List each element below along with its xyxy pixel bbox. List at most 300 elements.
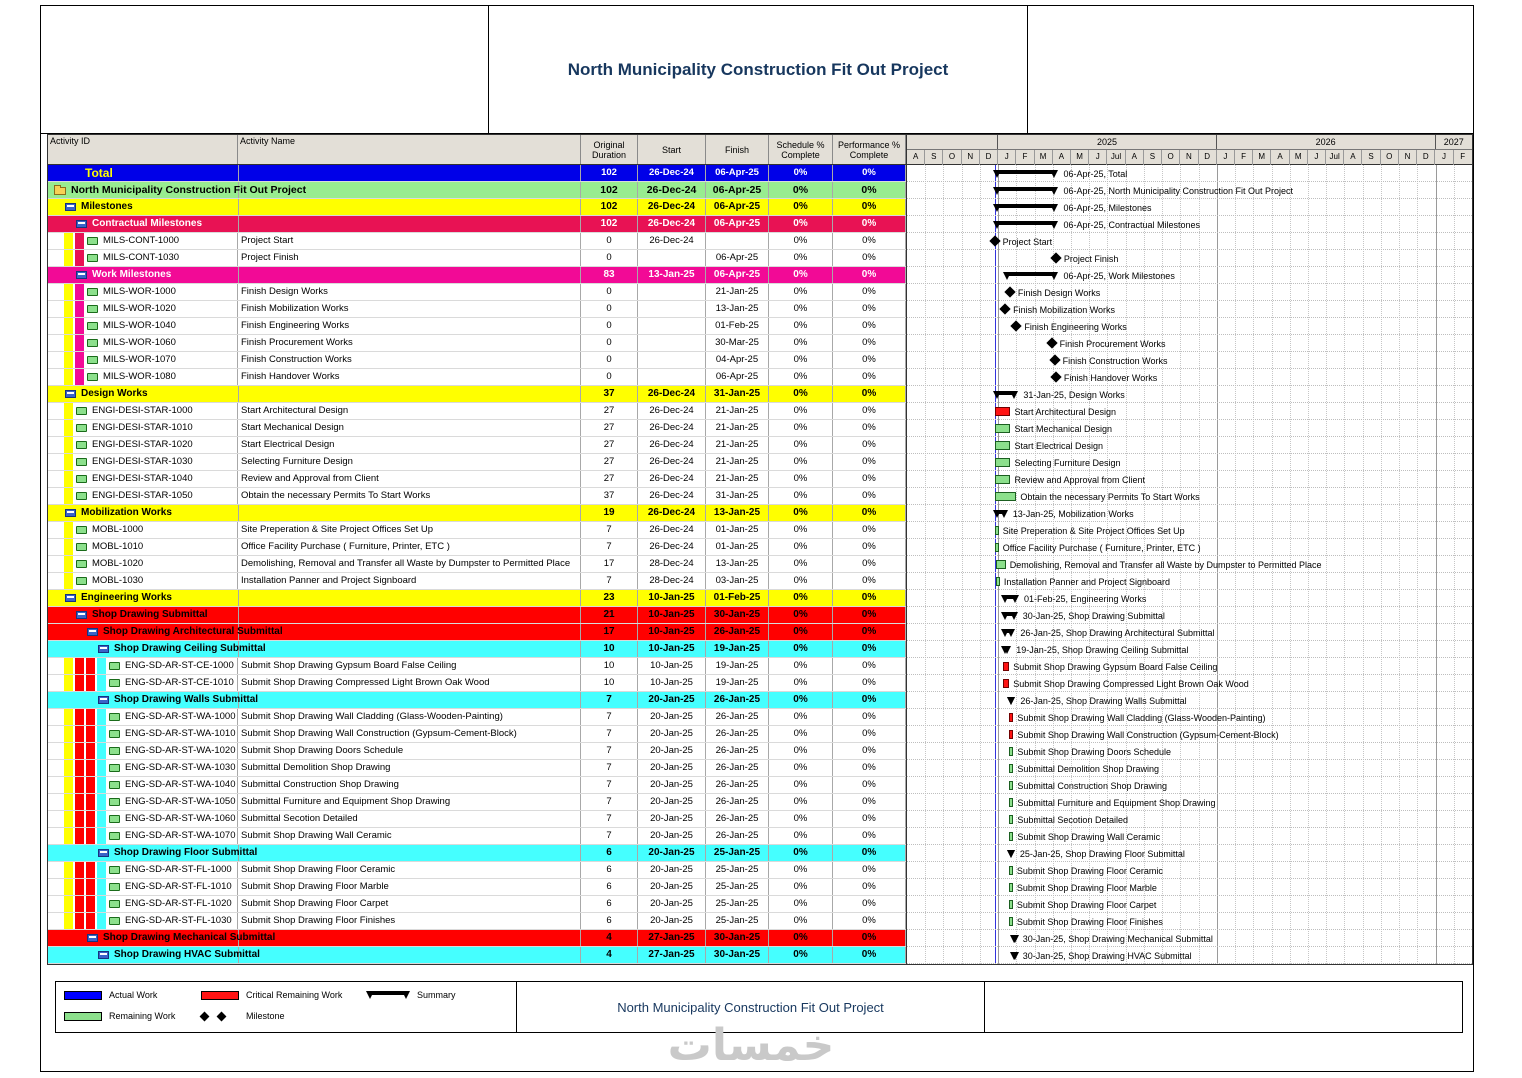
- gantt-row[interactable]: [907, 335, 1472, 352]
- cell-performance-pct: 0%: [833, 760, 906, 776]
- gantt-row[interactable]: [907, 318, 1472, 335]
- table-row-activity[interactable]: [48, 488, 906, 505]
- gantt-summary-bar[interactable]: [1013, 935, 1016, 939]
- cell-activity-name: Submit Shop Drawing Floor Marble: [238, 879, 581, 895]
- cell-performance-pct: 0%: [833, 794, 906, 810]
- month-header-cell: F: [1235, 150, 1253, 165]
- gantt-row[interactable]: [907, 539, 1472, 556]
- month-header-cell: S: [1144, 150, 1162, 165]
- gantt-critical-bar[interactable]: [1009, 713, 1013, 722]
- column-header-performance-pct: Performance % Complete: [833, 135, 906, 164]
- cell-start: 20-Jan-25: [638, 777, 706, 793]
- activity-id-text: MILS-WOR-1070: [103, 354, 176, 365]
- bar-label: Submit Shop Drawing Wall Cladding (Glass-Wooden-Painting): [1017, 713, 1266, 723]
- bar-label: 06-Apr-25, Milestones: [1063, 203, 1152, 213]
- gantt-row[interactable]: [907, 590, 1472, 607]
- cell-activity-name: Submit Shop Drawing Floor Carpet: [238, 896, 581, 912]
- group-name-text: North Municipality Construction Fit Out Project: [71, 184, 307, 196]
- cell-start: 26-Dec-24: [638, 233, 706, 249]
- gantt-row[interactable]: [907, 556, 1472, 573]
- table-row-activity[interactable]: [48, 828, 906, 845]
- group-band-strip: [64, 709, 73, 725]
- group-name-text: Shop Drawing Walls Submittal: [114, 694, 259, 705]
- group-band-strip: [86, 743, 95, 759]
- table-row-activity[interactable]: [48, 318, 906, 335]
- activity-id-text: MILS-CONT-1000: [103, 235, 180, 246]
- activity-table: [47, 134, 906, 965]
- gantt-critical-bar[interactable]: [1003, 662, 1009, 671]
- cell-schedule-pct: 0%: [769, 267, 833, 283]
- gantt-row[interactable]: [907, 369, 1472, 386]
- cell-performance-pct: 0%: [833, 556, 906, 572]
- cell-schedule-pct: 0%: [769, 726, 833, 742]
- gantt-row[interactable]: [907, 743, 1472, 760]
- gantt-row[interactable]: [907, 386, 1472, 403]
- gantt-row[interactable]: [907, 828, 1472, 845]
- cell-activity-id: [48, 539, 238, 555]
- cell-finish: 30-Jan-25: [706, 607, 769, 623]
- cell-activity-id: [48, 811, 238, 827]
- cell-duration: 7: [581, 709, 638, 725]
- month-header-cell: F: [1016, 150, 1034, 165]
- month-header-cell: O: [943, 150, 961, 165]
- activity-id-text: MILS-WOR-1060: [103, 337, 176, 348]
- gantt-task-bar[interactable]: [1009, 815, 1013, 824]
- group-band-strip: [86, 777, 95, 793]
- gantt-task-bar[interactable]: [995, 458, 1011, 467]
- cell-duration: 6: [581, 913, 638, 929]
- gantt-task-bar[interactable]: [996, 560, 1006, 569]
- month-header-cell: J: [998, 150, 1016, 165]
- table-row-activity[interactable]: [48, 811, 906, 828]
- month-header-cell: A: [1271, 150, 1289, 165]
- cell-finish: 30-Jan-25: [706, 930, 769, 946]
- table-row-band[interactable]: [48, 199, 906, 216]
- gantt-row[interactable]: [907, 862, 1472, 879]
- month-header-cell: O: [1162, 150, 1180, 165]
- gantt-row[interactable]: [907, 675, 1472, 692]
- cell-duration: 0: [581, 284, 638, 300]
- gantt-row[interactable]: [907, 199, 1472, 216]
- gantt-summary-bar[interactable]: [1009, 850, 1013, 854]
- table-row-activity[interactable]: [48, 709, 906, 726]
- table-row-activity[interactable]: [48, 369, 906, 386]
- month-header-cell: N: [962, 150, 980, 165]
- cell-duration: 7: [581, 760, 638, 776]
- group-band-strip: [75, 726, 84, 742]
- cell-performance-pct: 0%: [833, 386, 906, 402]
- gantt-row[interactable]: [907, 284, 1472, 301]
- cell-activity-id: [48, 318, 238, 334]
- table-row-activity[interactable]: [48, 726, 906, 743]
- activity-id-text: MOBL-1030: [92, 575, 144, 586]
- cell-activity-id: [48, 471, 238, 487]
- gantt-critical-bar[interactable]: [995, 407, 1011, 416]
- table-row-band[interactable]: [48, 607, 906, 624]
- cell-activity-name: Office Facility Purchase ( Furniture, Printer, ETC ): [238, 539, 581, 555]
- table-row-activity[interactable]: [48, 454, 906, 471]
- cell-activity-name: Selecting Furniture Design: [238, 454, 581, 470]
- cell-schedule-pct: 0%: [769, 930, 833, 946]
- cell-duration: 0: [581, 250, 638, 266]
- table-row-band[interactable]: [48, 624, 906, 641]
- table-row-band[interactable]: [48, 505, 906, 522]
- table-row-band[interactable]: [48, 845, 906, 862]
- cell-finish: 21-Jan-25: [706, 420, 769, 436]
- timeline-months-row: [907, 150, 1472, 165]
- cell-activity-name: Submit Shop Drawing Floor Ceramic: [238, 862, 581, 878]
- table-row-activity[interactable]: [48, 233, 906, 250]
- table-row-band[interactable]: [48, 692, 906, 709]
- cell-performance-pct: 0%: [833, 607, 906, 623]
- group-band-strip: [97, 913, 106, 929]
- table-row-activity[interactable]: [48, 896, 906, 913]
- group-band-strip: [97, 726, 106, 742]
- activity-id-text: ENGI-DESI-STAR-1000: [92, 405, 193, 416]
- cell-finish: [706, 233, 769, 249]
- month-header-cell: Jul: [1326, 150, 1344, 165]
- gantt-row[interactable]: [907, 250, 1472, 267]
- gantt-summary-bar[interactable]: [995, 187, 1057, 191]
- gantt-row[interactable]: [907, 845, 1472, 862]
- gantt-task-bar[interactable]: [995, 492, 1017, 501]
- table-row-activity[interactable]: [48, 556, 906, 573]
- group-band-strip: [97, 709, 106, 725]
- month-header-cell: N: [1399, 150, 1417, 165]
- table-row-band[interactable]: [48, 641, 906, 658]
- bar-label: Finish Engineering Works: [1024, 322, 1127, 332]
- table-row-activity[interactable]: [48, 403, 906, 420]
- wbs-icon: [98, 849, 109, 857]
- month-header-cell: D: [980, 150, 998, 165]
- gantt-summary-bar[interactable]: [1003, 612, 1015, 616]
- cell-performance-pct: 0%: [833, 862, 906, 878]
- cell-finish: 01-Jan-25: [706, 522, 769, 538]
- bar-label: Finish Construction Works: [1062, 356, 1168, 366]
- group-band-strip: [97, 828, 106, 844]
- cell-activity-name: Submit Shop Drawing Compressed Light Brown Oak Wood: [238, 675, 581, 691]
- gantt-milestone[interactable]: [1050, 252, 1061, 263]
- gantt-summary-bar[interactable]: [1005, 272, 1056, 276]
- cell-performance-pct: 0%: [833, 420, 906, 436]
- gantt-row[interactable]: [907, 182, 1472, 199]
- gantt-row[interactable]: [907, 301, 1472, 318]
- gantt-summary-bar[interactable]: [1003, 629, 1013, 633]
- group-band-strip: [97, 777, 106, 793]
- gantt-row[interactable]: [907, 913, 1472, 930]
- cell-performance-pct: 0%: [833, 573, 906, 589]
- gantt-task-bar[interactable]: [1009, 747, 1013, 756]
- gantt-task-bar[interactable]: [1009, 832, 1013, 841]
- group-band-strip: [64, 420, 73, 436]
- cell-finish: 25-Jan-25: [706, 879, 769, 895]
- cell-schedule-pct: 0%: [769, 165, 833, 181]
- gantt-task-bar[interactable]: [995, 543, 999, 552]
- cell-group-name: [48, 607, 581, 623]
- cell-group-name: [48, 267, 581, 283]
- table-row-band[interactable]: [48, 947, 906, 964]
- activity-id-text: ENG-SD-AR-ST-FL-1000: [125, 864, 232, 875]
- table-row-band[interactable]: [48, 386, 906, 403]
- gantt-row[interactable]: [907, 692, 1472, 709]
- activity-icon: [87, 373, 98, 381]
- group-band-strip: [64, 862, 73, 878]
- bar-label: 19-Jan-25, Shop Drawing Ceiling Submittal: [1016, 645, 1189, 655]
- activity-id-text: ENG-SD-AR-ST-CE-1000: [125, 660, 234, 671]
- gantt-row[interactable]: [907, 522, 1472, 539]
- group-band-strip: [64, 913, 73, 929]
- group-band-strip: [64, 828, 73, 844]
- cell-activity-id: [48, 522, 238, 538]
- gantt-task-bar[interactable]: [1009, 900, 1013, 909]
- table-row-activity[interactable]: [48, 471, 906, 488]
- gantt-summary-bar[interactable]: [995, 391, 1017, 395]
- gantt-row[interactable]: [907, 437, 1472, 454]
- gantt-row[interactable]: [907, 165, 1472, 182]
- gantt-milestone[interactable]: [1004, 286, 1015, 297]
- gantt-milestone[interactable]: [1011, 320, 1022, 331]
- gantt-row[interactable]: [907, 811, 1472, 828]
- gantt-summary-bar[interactable]: [995, 510, 1006, 514]
- group-band-strip: [75, 284, 84, 300]
- table-row-activity[interactable]: [48, 862, 906, 879]
- gantt-milestone[interactable]: [1050, 371, 1061, 382]
- activity-id-text: MILS-WOR-1000: [103, 286, 176, 297]
- table-row-activity[interactable]: [48, 420, 906, 437]
- gantt-summary-bar[interactable]: [1009, 697, 1013, 701]
- cell-duration: 27: [581, 420, 638, 436]
- table-row-activity[interactable]: [48, 352, 906, 369]
- gantt-row[interactable]: [907, 726, 1472, 743]
- table-row-activity[interactable]: [48, 522, 906, 539]
- gantt-row[interactable]: [907, 352, 1472, 369]
- gantt-row[interactable]: [907, 947, 1472, 964]
- cell-activity-id: [48, 777, 238, 793]
- gantt-task-bar[interactable]: [995, 441, 1011, 450]
- table-row-band[interactable]: [48, 590, 906, 607]
- cell-start: 10-Jan-25: [638, 675, 706, 691]
- gantt-summary-bar[interactable]: [1013, 952, 1016, 956]
- group-band-strip: [97, 896, 106, 912]
- bar-label: Office Facility Purchase ( Furniture, Printer, ETC ): [1002, 543, 1201, 553]
- activity-icon: [87, 356, 98, 364]
- gantt-milestone[interactable]: [1049, 354, 1060, 365]
- table-row-total[interactable]: [48, 165, 906, 182]
- month-header-cell: O: [1381, 150, 1399, 165]
- cell-start: 13-Jan-25: [638, 267, 706, 283]
- table-row-activity[interactable]: [48, 573, 906, 590]
- gantt-row[interactable]: [907, 488, 1472, 505]
- cell-start: 20-Jan-25: [638, 879, 706, 895]
- gantt-summary-bar[interactable]: [995, 170, 1057, 174]
- cell-finish: 25-Jan-25: [706, 862, 769, 878]
- activity-icon: [109, 866, 120, 874]
- gantt-task-bar[interactable]: [1009, 883, 1013, 892]
- gantt-summary-bar[interactable]: [1003, 646, 1009, 650]
- group-band-strip: [86, 896, 95, 912]
- column-header-activity-id: Activity ID: [48, 135, 238, 164]
- gantt-task-bar[interactable]: [995, 526, 999, 535]
- cell-performance-pct: 0%: [833, 471, 906, 487]
- group-band-strip: [75, 675, 84, 691]
- activity-icon: [87, 339, 98, 347]
- activity-icon: [109, 662, 120, 670]
- cell-finish: 26-Jan-25: [706, 624, 769, 640]
- cell-performance-pct: 0%: [833, 692, 906, 708]
- gantt-row[interactable]: [907, 624, 1472, 641]
- gantt-summary-bar[interactable]: [995, 204, 1057, 208]
- table-row-activity[interactable]: [48, 301, 906, 318]
- bar-label: 30-Jan-25, Shop Drawing HVAC Submittal: [1022, 951, 1192, 961]
- gantt-row[interactable]: [907, 709, 1472, 726]
- table-row-band[interactable]: [48, 930, 906, 947]
- activity-id-text: ENG-SD-AR-ST-FL-1030: [125, 915, 232, 926]
- gantt-row[interactable]: [907, 505, 1472, 522]
- gantt-row[interactable]: [907, 267, 1472, 284]
- cell-group-name: [48, 947, 581, 963]
- cell-duration: 6: [581, 896, 638, 912]
- gantt-row[interactable]: [907, 420, 1472, 437]
- gantt-row[interactable]: [907, 879, 1472, 896]
- gantt-row[interactable]: [907, 658, 1472, 675]
- cell-group-name: [48, 624, 581, 640]
- cell-schedule-pct: 0%: [769, 284, 833, 300]
- gantt-task-bar[interactable]: [1009, 798, 1013, 807]
- group-band-strip: [64, 556, 73, 572]
- gantt-task-bar[interactable]: [996, 577, 1000, 586]
- bar-label: 06-Apr-25, Total: [1063, 169, 1128, 179]
- activity-icon: [109, 900, 120, 908]
- summary-bar-icon: [366, 990, 410, 1000]
- report-page: [40, 5, 1474, 1072]
- gantt-row[interactable]: [907, 233, 1472, 250]
- table-row-band[interactable]: [48, 267, 906, 284]
- gantt-row[interactable]: [907, 607, 1472, 624]
- gantt-row[interactable]: [907, 794, 1472, 811]
- month-header-cell: J: [1217, 150, 1235, 165]
- table-row-activity[interactable]: [48, 284, 906, 301]
- table-row-activity[interactable]: [48, 539, 906, 556]
- table-row-band[interactable]: [48, 216, 906, 233]
- cell-duration: 7: [581, 522, 638, 538]
- table-row-project[interactable]: [48, 182, 906, 199]
- cell-performance-pct: 0%: [833, 624, 906, 640]
- cell-duration: 0: [581, 369, 638, 385]
- table-row-activity[interactable]: [48, 760, 906, 777]
- cell-activity-id: [48, 658, 238, 674]
- gantt-task-bar[interactable]: [1009, 917, 1013, 926]
- cell-duration: 27: [581, 471, 638, 487]
- gantt-task-bar[interactable]: [995, 475, 1011, 484]
- table-row-activity[interactable]: [48, 335, 906, 352]
- cell-activity-name: Submit Shop Drawing Floor Finishes: [238, 913, 581, 929]
- month-header-cell: M: [1253, 150, 1271, 165]
- gantt-milestone[interactable]: [1000, 303, 1011, 314]
- cell-activity-name: Site Preperation & Site Project Offices Set Up: [238, 522, 581, 538]
- gantt-critical-bar[interactable]: [1009, 730, 1013, 739]
- gantt-row[interactable]: [907, 471, 1472, 488]
- bar-label: Installation Panner and Project Signboard: [1003, 577, 1170, 587]
- cell-schedule-pct: 0%: [769, 641, 833, 657]
- gantt-task-bar[interactable]: [1009, 764, 1013, 773]
- table-row-activity[interactable]: [48, 794, 906, 811]
- wbs-icon: [98, 645, 109, 653]
- activity-icon: [109, 798, 120, 806]
- cell-activity-id: [48, 369, 238, 385]
- cell-finish: 26-Jan-25: [706, 726, 769, 742]
- cell-finish: 19-Jan-25: [706, 641, 769, 657]
- gantt-row[interactable]: [907, 641, 1472, 658]
- gantt-row[interactable]: [907, 760, 1472, 777]
- month-header-cell: J: [1435, 150, 1453, 165]
- table-row-activity[interactable]: [48, 913, 906, 930]
- gantt-summary-bar[interactable]: [995, 221, 1057, 225]
- gantt-row[interactable]: [907, 454, 1472, 471]
- cell-schedule-pct: 0%: [769, 913, 833, 929]
- cell-start: 10-Jan-25: [638, 641, 706, 657]
- cell-start: 26-Dec-24: [638, 471, 706, 487]
- gantt-row[interactable]: [907, 896, 1472, 913]
- group-band-strip: [64, 675, 73, 691]
- table-header: [48, 135, 906, 165]
- gantt-task-bar[interactable]: [1009, 866, 1013, 875]
- year-header-cell: 2025: [998, 135, 1217, 149]
- cell-finish: 26-Jan-25: [706, 743, 769, 759]
- cell-finish: 03-Jan-25: [706, 573, 769, 589]
- gantt-task-bar[interactable]: [995, 424, 1011, 433]
- cell-activity-id: [48, 488, 238, 504]
- gantt-milestone[interactable]: [989, 235, 1000, 246]
- group-band-strip: [64, 352, 73, 368]
- gantt-row[interactable]: [907, 573, 1472, 590]
- group-band-strip: [75, 777, 84, 793]
- gantt-summary-bar[interactable]: [1003, 595, 1017, 599]
- gantt-task-bar[interactable]: [1009, 781, 1013, 790]
- activity-icon: [76, 543, 87, 551]
- cell-duration: 10: [581, 641, 638, 657]
- gantt-view: [47, 134, 1473, 965]
- month-header-cell: A: [1126, 150, 1144, 165]
- cell-schedule-pct: 0%: [769, 828, 833, 844]
- table-row-activity[interactable]: [48, 437, 906, 454]
- gantt-row[interactable]: [907, 216, 1472, 233]
- gantt-row[interactable]: [907, 403, 1472, 420]
- cell-start: 26-Dec-24: [638, 420, 706, 436]
- activity-icon: [87, 254, 98, 262]
- group-band-strip: [75, 760, 84, 776]
- table-row-activity[interactable]: [48, 250, 906, 267]
- gantt-row[interactable]: [907, 777, 1472, 794]
- gantt-row[interactable]: [907, 930, 1472, 947]
- cell-finish: 31-Jan-25: [706, 386, 769, 402]
- table-row-activity[interactable]: [48, 675, 906, 692]
- cell-activity-name: Start Mechanical Design: [238, 420, 581, 436]
- table-row-activity[interactable]: [48, 777, 906, 794]
- month-header-cell: J: [1308, 150, 1326, 165]
- gantt-critical-bar[interactable]: [1003, 679, 1009, 688]
- activity-id-text: ENG-SD-AR-ST-WA-1010: [125, 728, 236, 739]
- activity-icon: [109, 747, 120, 755]
- table-row-activity[interactable]: [48, 879, 906, 896]
- cell-performance-pct: 0%: [833, 403, 906, 419]
- gantt-milestone[interactable]: [1046, 337, 1057, 348]
- cell-finish: 21-Jan-25: [706, 471, 769, 487]
- table-row-activity[interactable]: [48, 658, 906, 675]
- group-band-strip: [64, 488, 73, 504]
- table-row-activity[interactable]: [48, 743, 906, 760]
- cell-start: [638, 335, 706, 351]
- cell-activity-id: [48, 760, 238, 776]
